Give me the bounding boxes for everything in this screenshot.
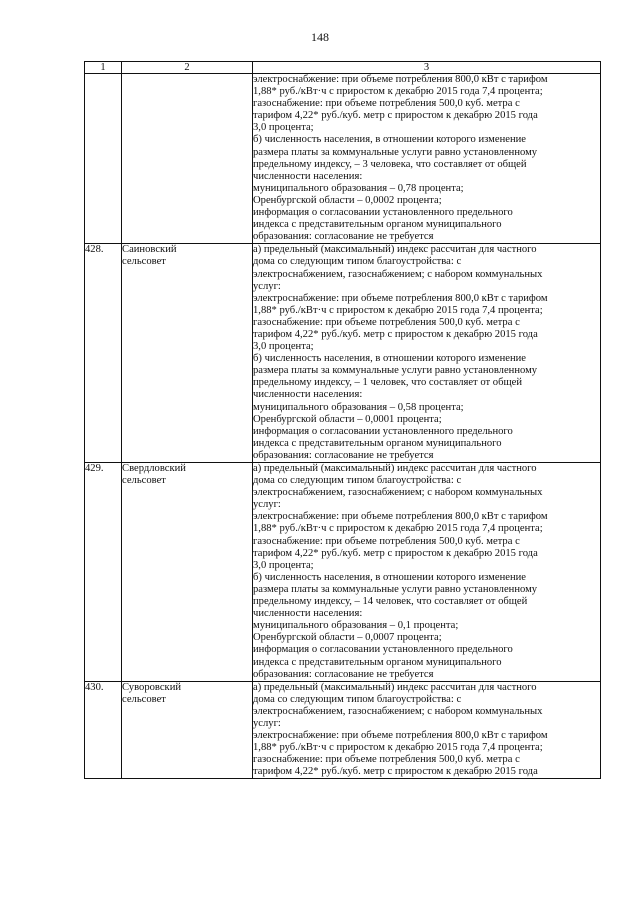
text-line: дома со следующим типом благоустройства: с	[253, 256, 462, 268]
text-line: дома со следующим типом благоустройства: с	[253, 475, 462, 487]
row-description	[253, 463, 601, 682]
text-line: электроснабжением, газоснабжением; с набором коммунальных	[253, 268, 543, 280]
page-number: 148	[311, 30, 329, 44]
text-line: а) предельный (максимальный) индекс рассчитан для частного	[253, 244, 537, 256]
text-line: размера платы за коммунальные услуги равно установленному	[253, 365, 538, 377]
table-row	[85, 681, 601, 779]
column-header-3: 3	[253, 62, 601, 74]
text-line: образования: согласование не требуется	[253, 668, 434, 680]
text-line: тарифом 4,22* руб./куб. метр с приростом к декабрю 2015 года	[253, 110, 538, 122]
row-number: 429.	[85, 463, 122, 682]
text-line: Оренбургской области – 0,0001 процента;	[253, 413, 442, 425]
text-line: численности населения:	[253, 608, 363, 620]
municipality-name	[122, 74, 253, 244]
text-line: индекса с представительным органом муниципального	[253, 437, 502, 449]
row-number	[85, 74, 122, 244]
text-line: численности населения:	[253, 389, 363, 401]
text-line: информация о согласовании установленного предельного	[253, 207, 513, 219]
municipality-name: Свердловский сельсовет	[122, 463, 253, 682]
text-line: информация о согласовании установленного предельного	[253, 425, 513, 437]
table-row	[85, 74, 601, 244]
text-line: размера платы за коммунальные услуги равно установленному	[253, 146, 538, 158]
text-line: размера платы за коммунальные услуги равно установленному	[253, 583, 538, 595]
text-line: 1,88* руб./кВт·ч с приростом к декабрю 2015 года 7,4 процента;	[253, 523, 543, 535]
text-line: дома со следующим типом благоустройства: с	[253, 693, 462, 705]
text-line: предельному индексу, – 3 человека, что составляет от общей	[253, 158, 527, 170]
text-line: тарифом 4,22* руб./куб. метр с приростом к декабрю 2015 года	[253, 547, 538, 559]
row-description	[253, 244, 601, 463]
text-line: электроснабжение: при объеме потребления 800,0 кВт с тарифом	[253, 74, 548, 85]
text-line: образования: согласование не требуется	[253, 231, 434, 243]
text-line: газоснабжение: при объеме потребления 500,0 куб. метра с	[253, 535, 520, 547]
text-line: 3,0 процента;	[253, 122, 314, 134]
text-line: численности населения:	[253, 170, 363, 182]
index-table	[84, 61, 601, 779]
municipality-name: Суворовский сельсовет	[122, 681, 253, 779]
row-number: 428.	[85, 244, 122, 463]
row-description	[253, 74, 601, 244]
text-line: 1,88* руб./кВт·ч с приростом к декабрю 2015 года 7,4 процента;	[253, 304, 543, 316]
text-line: электроснабжением, газоснабжением; с набором коммунальных	[253, 487, 543, 499]
text-line: электроснабжение: при объеме потребления 800,0 кВт с тарифом	[253, 730, 548, 742]
text-line: б) численность населения, в отношении которого изменение	[253, 353, 526, 365]
text-line: предельному индексу, – 1 человек, что составляет от общей	[253, 377, 522, 389]
text-line: а) предельный (максимальный) индекс рассчитан для частного	[253, 681, 537, 693]
text-line: муниципального образования – 0,1 процента;	[253, 620, 459, 632]
table-row	[85, 463, 601, 682]
text-line: муниципального образования – 0,58 процента;	[253, 401, 464, 413]
text-line: муниципального образования – 0,78 процента;	[253, 182, 464, 194]
table-row	[85, 244, 601, 463]
text-line: а) предельный (максимальный) индекс рассчитан для частного	[253, 463, 537, 474]
column-header-2: 2	[122, 62, 253, 74]
municipality-name: Саиновский сельсовет	[122, 244, 253, 463]
text-line: 3,0 процента;	[253, 341, 314, 353]
text-line: электроснабжение: при объеме потребления 800,0 кВт с тарифом	[253, 511, 548, 523]
text-line: Оренбургской области – 0,0002 процента;	[253, 194, 442, 206]
text-line: б) численность населения, в отношении которого изменение	[253, 571, 526, 583]
text-line: Оренбургской области – 0,0007 процента;	[253, 632, 442, 644]
text-line: 3,0 процента;	[253, 559, 314, 571]
header-row	[85, 62, 601, 74]
table-body	[85, 74, 601, 779]
text-line: индекса с представительным органом муниципального	[253, 656, 502, 668]
page-bottom-edge	[0, 892, 640, 905]
text-line: 1,88* руб./кВт·ч с приростом к декабрю 2015 года 7,4 процента;	[253, 86, 543, 98]
text-line: электроснабжение: при объеме потребления 800,0 кВт с тарифом	[253, 292, 548, 304]
column-header-1: 1	[85, 62, 122, 74]
text-line: предельному индексу, – 14 человек, что составляет от общей	[253, 596, 528, 608]
row-description	[253, 681, 601, 779]
text-line: индекса с представительным органом муниципального	[253, 219, 502, 231]
text-line: услуг:	[253, 499, 281, 511]
text-line: б) численность населения, в отношении которого изменение	[253, 134, 526, 146]
text-line: электроснабжением, газоснабжением; с набором коммунальных	[253, 705, 543, 717]
text-line: информация о согласовании установленного предельного	[253, 644, 513, 656]
text-line: услуг:	[253, 717, 281, 729]
table-header	[85, 62, 601, 74]
text-line: газоснабжение: при объеме потребления 500,0 куб. метра с	[253, 316, 520, 328]
row-number: 430.	[85, 681, 122, 779]
text-line: тарифом 4,22* руб./куб. метр с приростом к декабрю 2015 года	[253, 766, 538, 778]
text-line: газоснабжение: при объеме потребления 500,0 куб. метра с	[253, 754, 520, 766]
text-line: образования: согласование не требуется	[253, 449, 434, 461]
text-line: 1,88* руб./кВт·ч с приростом к декабрю 2015 года 7,4 процента;	[253, 742, 543, 754]
text-line: газоснабжение: при объеме потребления 500,0 куб. метра с	[253, 98, 520, 110]
text-line: услуг:	[253, 280, 281, 292]
text-line: тарифом 4,22* руб./куб. метр с приростом к декабрю 2015 года	[253, 328, 538, 340]
